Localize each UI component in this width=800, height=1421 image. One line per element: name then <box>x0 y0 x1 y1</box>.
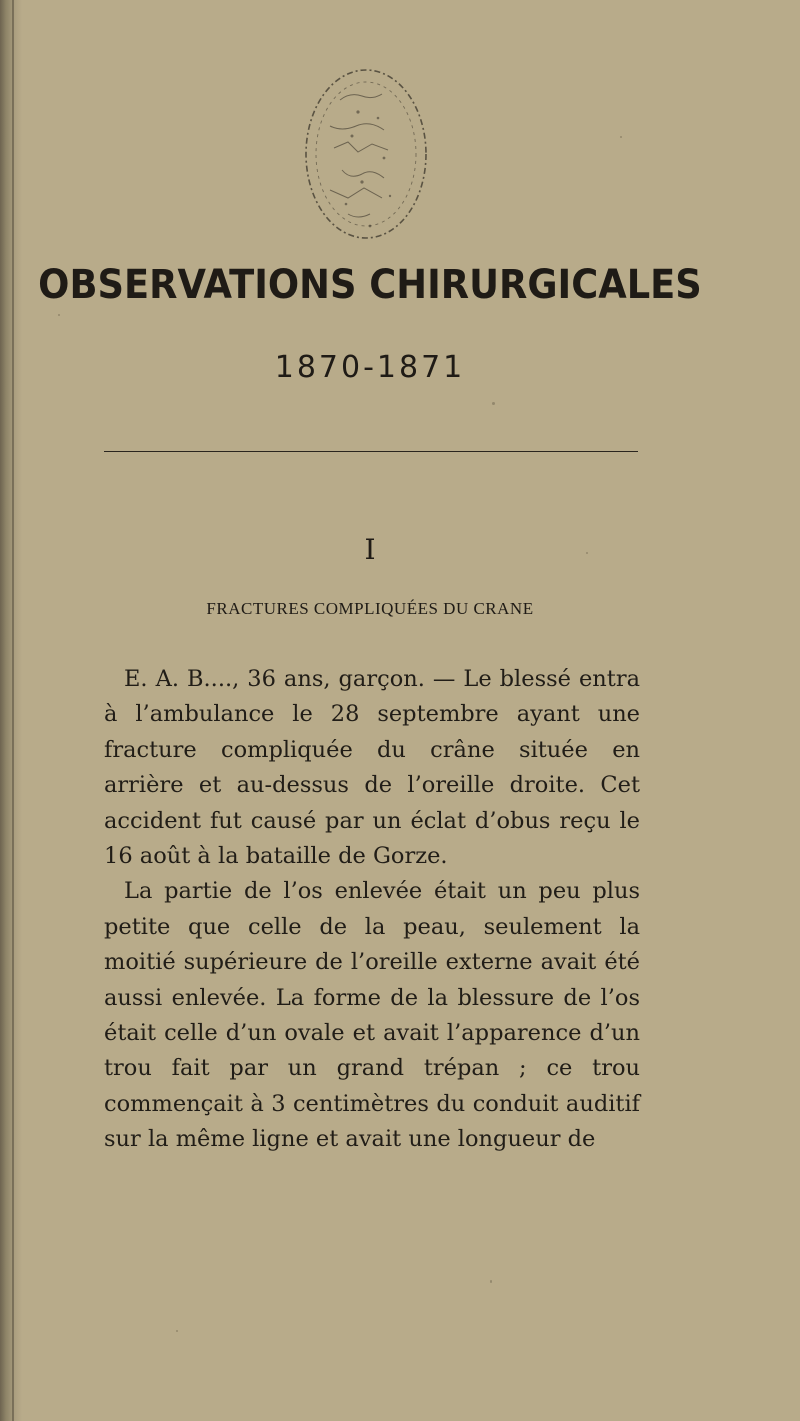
paper-speck <box>620 136 622 138</box>
section-title: FRACTURES COMPLIQUÉES DU CRANE <box>206 599 534 618</box>
section-number: I <box>364 533 376 566</box>
oval-library-stamp-icon <box>300 66 436 246</box>
body-text <box>104 662 640 1158</box>
paragraph-2: La partie de l’os enlevée était un peu plus petite que celle de la peau, seulement la moitié supérieure de l’oreille externe avait été aussi enlevée. La forme de la blessure de l’os était celle d’un ovale et avait l’apparence d’un trou fait par un grand trépan ; ce trou commençait à 3 centimètres du conduit auditif sur la même ligne et avait une longueur de <box>104 878 640 1153</box>
paper-speck <box>58 314 60 316</box>
document-years: 1870-1871 <box>274 350 466 385</box>
title-divider <box>104 451 638 452</box>
binding-stitch-line <box>12 0 14 1421</box>
paragraph-1: E. A. B...., 36 ans, garçon. — Le blessé entra à l’ambulance le 28 septembre ayant une fracture compliquée du crâne située en arrière et au-dessus de l’oreille droite. Cet accident fut causé par un éclat d’obus reçu le 16 août à la bataille de Gorze. <box>104 666 640 870</box>
paper-speck <box>176 1330 178 1332</box>
binding-edge <box>0 0 22 1421</box>
paper-speck <box>586 552 588 554</box>
paper-speck <box>492 402 495 405</box>
paper-speck <box>490 1280 492 1283</box>
document-title: OBSERVATIONS CHIRURGICALES <box>38 262 702 308</box>
